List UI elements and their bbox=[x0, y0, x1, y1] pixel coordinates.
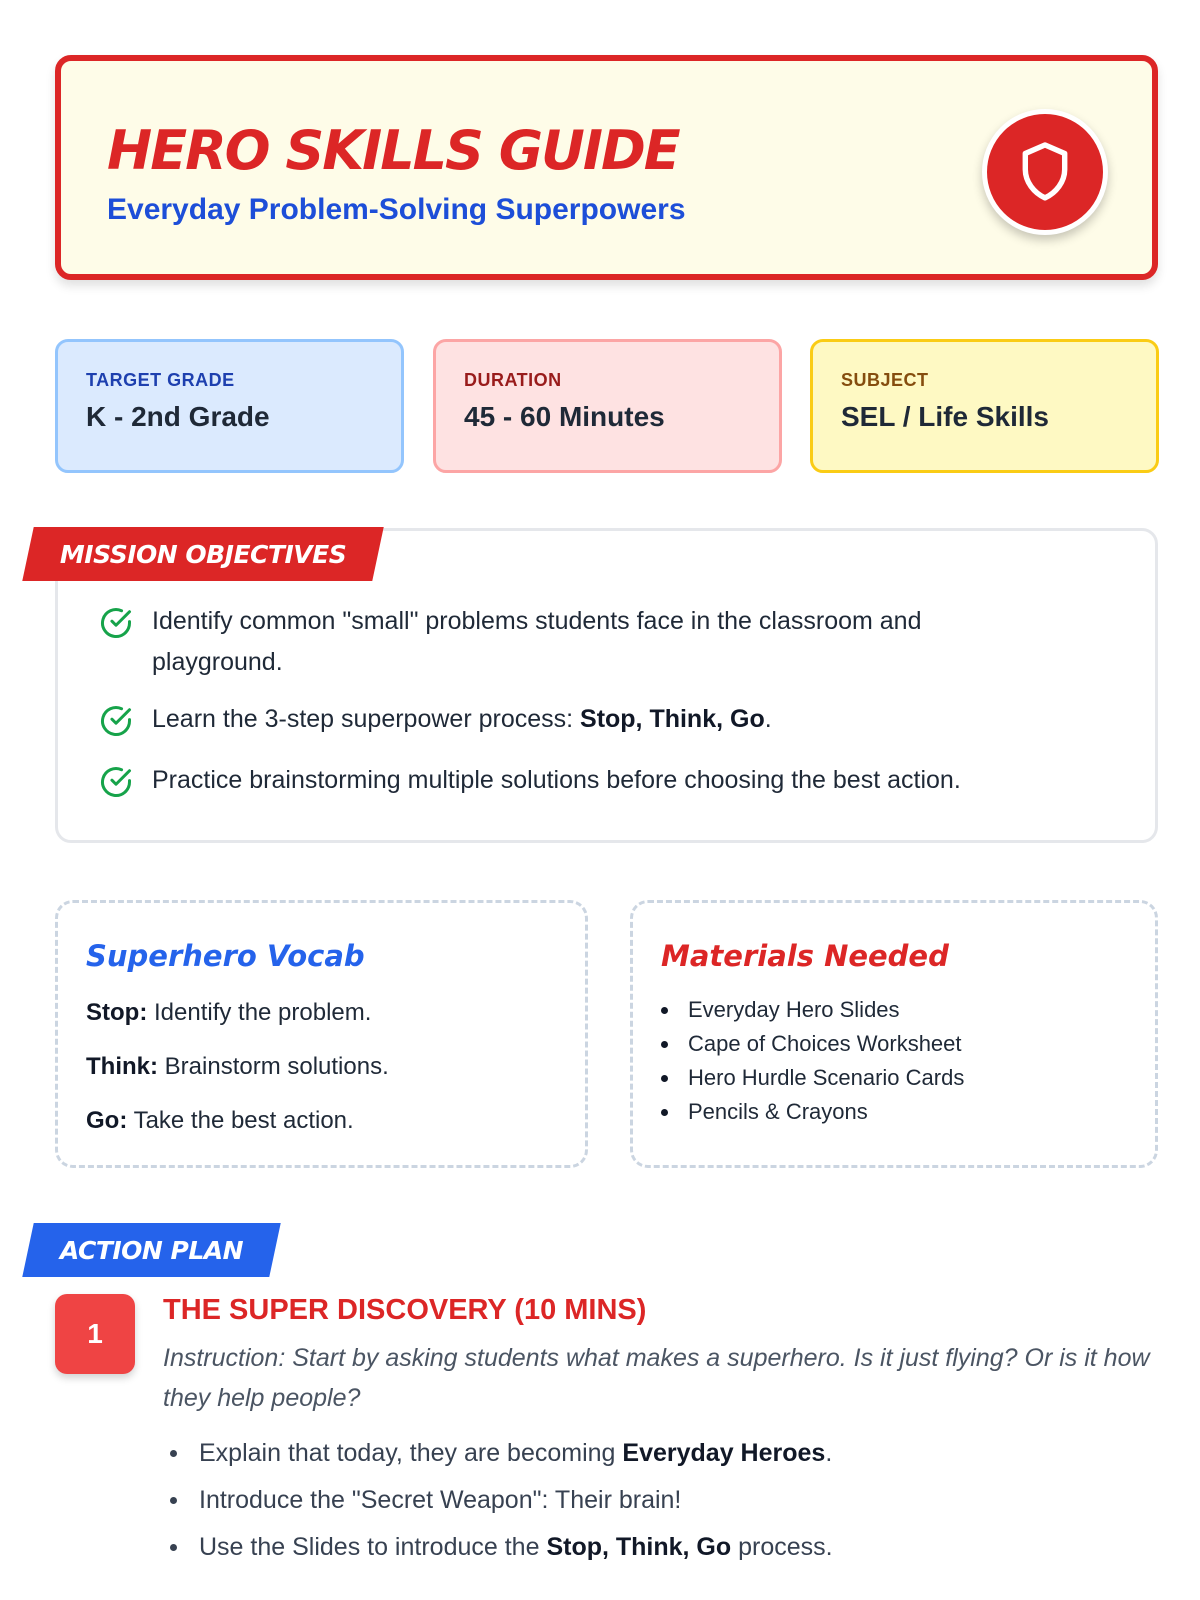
objectives-heading: MISSION OBJECTIVES bbox=[60, 539, 347, 569]
action-plan-heading-tab bbox=[22, 1223, 281, 1277]
vocab-heading: Superhero Vocab bbox=[86, 939, 365, 973]
objective-text: Practice brainstorming multiple solutions before choosing the best action. bbox=[152, 766, 961, 794]
objectives-heading-tab bbox=[22, 527, 384, 581]
step-bullets bbox=[163, 1430, 833, 1571]
step-title: THE SUPER DISCOVERY (10 MINS) bbox=[163, 1294, 647, 1326]
header-banner bbox=[55, 55, 1158, 280]
page-title: HERO SKILLS GUIDE bbox=[107, 119, 679, 182]
list-item: Pencils & Crayons bbox=[661, 1095, 964, 1129]
vocab-item: Think: Brainstorm solutions. bbox=[86, 1053, 389, 1080]
action-plan-heading: ACTION PLAN bbox=[60, 1235, 244, 1265]
objective-text: Learn the 3-step superpower process: Stop, Think, Go. bbox=[152, 705, 772, 733]
vocab-item: Go: Take the best action. bbox=[86, 1107, 354, 1134]
vocab-panel bbox=[55, 900, 588, 1168]
info-card-label: TARGET GRADE bbox=[86, 370, 235, 390]
objective-item bbox=[98, 760, 1032, 801]
shield-icon bbox=[1015, 140, 1075, 204]
info-card-label: SUBJECT bbox=[841, 370, 929, 390]
badge bbox=[982, 109, 1108, 235]
objective-item bbox=[98, 699, 1032, 740]
list-item: Use the Slides to introduce the Stop, Think, Go process. bbox=[163, 1524, 833, 1571]
info-card-subject bbox=[810, 339, 1159, 473]
step-instruction: Instruction: Start by asking students what makes a superhero. Is it just flying? Or is it how they help people? bbox=[163, 1344, 1150, 1412]
list-item: Introduce the "Secret Weapon": Their brain! bbox=[163, 1477, 833, 1524]
info-card-value: SEL / Life Skills bbox=[841, 401, 1050, 432]
info-card-duration bbox=[433, 339, 782, 473]
materials-heading: Materials Needed bbox=[661, 939, 949, 973]
objective-text: Identify common "small" problems students face in the classroom and playground. bbox=[152, 607, 922, 676]
check-circle-icon bbox=[98, 764, 134, 800]
list-item: Explain that today, they are becoming Everyday Heroes. bbox=[163, 1430, 833, 1477]
info-card-value: 45 - 60 Minutes bbox=[464, 401, 665, 432]
info-card-grade bbox=[55, 339, 404, 473]
step-number-badge: 1 bbox=[55, 1294, 135, 1374]
list-item: Hero Hurdle Scenario Cards bbox=[661, 1061, 964, 1095]
materials-list bbox=[661, 993, 964, 1129]
check-circle-icon bbox=[98, 605, 134, 641]
page-subtitle: Everyday Problem-Solving Superpowers bbox=[107, 193, 686, 226]
list-item: Everyday Hero Slides bbox=[661, 993, 964, 1027]
list-item: Cape of Choices Worksheet bbox=[661, 1027, 964, 1061]
materials-panel bbox=[630, 900, 1158, 1168]
vocab-item: Stop: Identify the problem. bbox=[86, 999, 372, 1026]
info-card-label: DURATION bbox=[464, 370, 562, 390]
objective-item bbox=[98, 601, 1032, 683]
check-circle-icon bbox=[98, 703, 134, 739]
info-card-value: K - 2nd Grade bbox=[86, 401, 270, 432]
